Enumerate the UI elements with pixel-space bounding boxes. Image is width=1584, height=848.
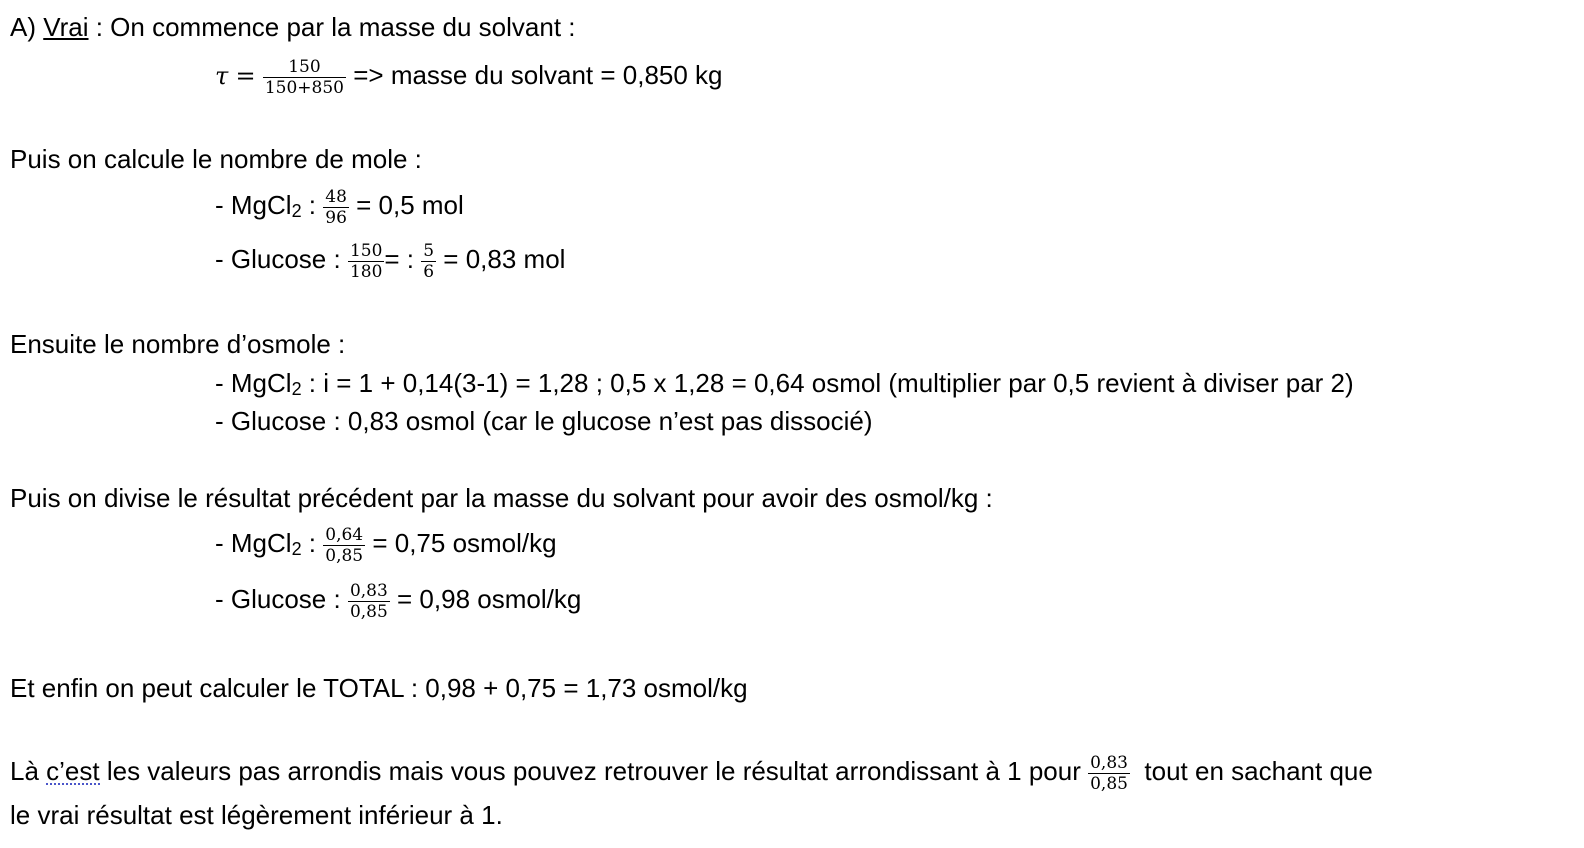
- glucose-simplified-denominator: 6: [423, 261, 435, 282]
- mgcl2-moles-fraction: [323, 187, 349, 228]
- verdict-text: Vrai: [43, 12, 89, 42]
- glucose-osmoles-line: - Glucose : 0,83 osmol (car le glucose n’est pas dissocié): [215, 406, 873, 436]
- mgcl2-subscript: 2: [291, 201, 302, 221]
- tau-numerator: 150: [263, 57, 346, 78]
- mgcl2-osm-subscript: 2: [291, 379, 302, 399]
- glucose-osmkg-line: [215, 576, 581, 622]
- glucose-moles-mid: = :: [384, 244, 422, 274]
- glucose-moles-fraction: [348, 241, 384, 282]
- mgcl2-osmoles-line: [215, 368, 1354, 398]
- grammar-flagged-word[interactable]: c’est: [46, 756, 100, 786]
- glucose-osmkg-fraction: [348, 581, 390, 622]
- mgcl2-div-subscript: 2: [291, 539, 302, 559]
- note-fraction-denominator: 0,85: [1090, 773, 1128, 794]
- tau-denominator: 150+850: [264, 77, 344, 98]
- mgcl2-osm-prefix: - MgCl: [215, 368, 292, 398]
- glucose-osmkg-result: = 0,98 osmol/kg: [389, 584, 582, 614]
- mgcl2-sep: :: [301, 190, 324, 220]
- tau-equals: =: [235, 62, 256, 90]
- mgcl2-moles-numerator: 48: [325, 186, 347, 207]
- mgcl2-osm-text: : i = 1 + 0,14(3-1) = 1,28 ; 0,5 x 1,28 = 0,64 osmol (multiplier par 0,5 revient à diviser par 2): [301, 368, 1354, 398]
- osmoles-heading: Ensuite le nombre d’osmole :: [10, 329, 346, 359]
- glucose-moles-denominator: 180: [349, 261, 383, 282]
- note-part2: les valeurs pas arrondis mais vous pouvez retrouver le résultat arrondissant à 1 pour: [99, 756, 1089, 786]
- note-fraction-numerator: 0,83: [1090, 752, 1128, 773]
- moles-heading: Puis on calcule le nombre de mole :: [10, 144, 422, 174]
- tau-symbol: τ: [215, 62, 229, 90]
- note-line-2: le vrai résultat est légèrement inférieur à 1.: [10, 800, 503, 830]
- mgcl2-div-prefix: - MgCl: [215, 528, 292, 558]
- note-line-1: [10, 748, 1373, 794]
- note-fraction: [1088, 753, 1130, 794]
- glucose-osmkg-denominator: 0,85: [349, 601, 388, 622]
- mgcl2-prefix: - MgCl: [215, 190, 292, 220]
- divide-heading: Puis on divise le résultat précédent par la masse du solvant pour avoir des osmol/kg :: [10, 483, 993, 513]
- tau-formula-line: [215, 50, 723, 101]
- tau-fraction: [263, 57, 346, 98]
- glucose-moles-result: = 0,83 mol: [436, 244, 566, 274]
- tau-text: => masse du solvant = 0,850 kg: [346, 60, 723, 90]
- glucose-simplified-numerator: 5: [423, 240, 435, 261]
- glucose-moles-line: [215, 236, 565, 282]
- note-part3: tout en sachant que: [1129, 756, 1373, 786]
- total-line: Et enfin on peut calculer le TOTAL : 0,98 + 0,75 = 1,73 osmol/kg: [10, 673, 748, 703]
- mgcl2-moles-denominator: 96: [325, 207, 347, 228]
- question-label: A): [10, 12, 36, 42]
- intro-text: : On commence par la masse du solvant :: [88, 12, 576, 42]
- mgcl2-moles-line: [215, 182, 464, 228]
- intro-line: [10, 12, 576, 42]
- mgcl2-osmkg-denominator: 0,85: [325, 545, 364, 566]
- mgcl2-osmkg-numerator: 0,64: [325, 524, 364, 545]
- mgcl2-osmkg-result: = 0,75 osmol/kg: [365, 528, 557, 558]
- glucose-prefix: - Glucose :: [215, 244, 348, 274]
- mgcl2-osmkg-line: [215, 520, 557, 566]
- mgcl2-osmkg-fraction: [323, 525, 365, 566]
- glucose-moles-numerator: 150: [349, 240, 383, 261]
- glucose-simplified-fraction: [421, 241, 436, 282]
- mgcl2-div-sep: :: [301, 528, 324, 558]
- mgcl2-moles-result: = 0,5 mol: [348, 190, 464, 220]
- glucose-div-prefix: - Glucose :: [215, 584, 348, 614]
- note-part1: Là: [10, 756, 47, 786]
- glucose-osmkg-numerator: 0,83: [349, 580, 388, 601]
